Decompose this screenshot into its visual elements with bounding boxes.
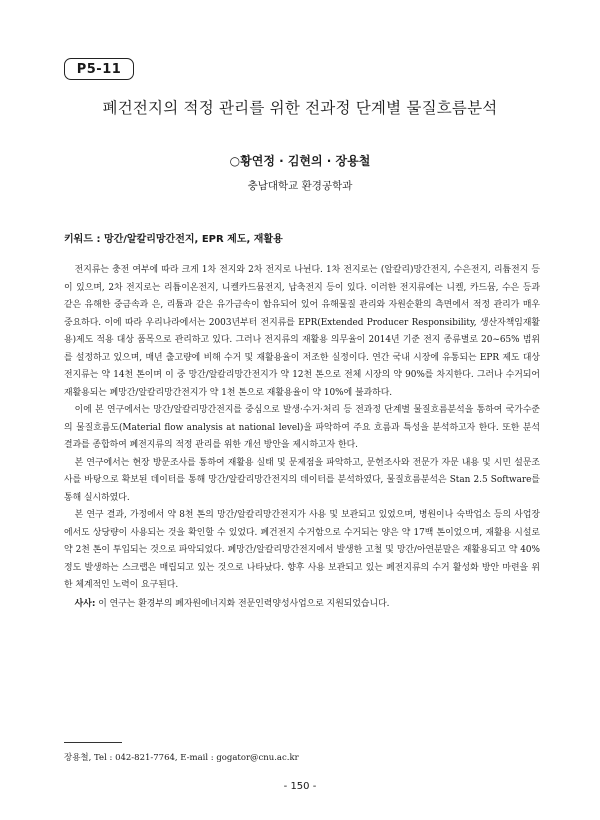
paper-title: 폐건전지의 적정 관리를 위한 전과정 단계별 물질흐름분석 [102,99,498,117]
authors: ○황연정 · 김현의 · 장용철 [229,154,371,168]
keywords: 키워드 : 망간/알칼리망간전지, EPR 제도, 재활용 [64,234,283,245]
paragraph-1: 전지류는 충전 여부에 따라 크게 1차 전지와 2차 전지로 나뉜다. 1차 전지로는 (알칼리)망간전지, 수은전지, 리튬전지 등이 있으며, 2차 전지로는 리튬이온전지, 니켈카드뮴전지, 납축전지 등이 있다. 이러한 전지류에는 니켈, 카드뮴, 수은 등과 같은 유해한 중금속과 은, 리튬과 같은 유가금속이 함유되어 있어 유해물질 관리와 자원순환의 측면에서 적정 관리가 매우 중요하다. 이에 따라 우리나라에서는 2003년부터 전지류를 EPR(Extended Producer Responsibility, 생산자책임재활용)제도 적용 대상 품목으로 관리하고 있다. 그러나 전지류의 재활용 의무율이 2014년 기준 전지 종류별로 20~65% 범위를 설정하고 있으며, 매년 출고량에 비해 수거 및 재활용율이 저조한 실정이다. 연간 국내 시장에 유통되는 EPR 제도 대상 전지류는 약 14천 톤이며 이 중 망간/알칼리망간전지가 약 12천 톤으로 전체 시장의 약 90%를 차지한다. 그러나 수거되어 재활용되는 폐망간/알칼리망간전지가 약 1천 톤으로 재활용율이 약 10%에 불과하다. [64,265,540,398]
paragraph-3: 본 연구에서는 현장 방문조사를 통하여 재활용 실태 및 문제점을 파악하고, 문헌조사와 전문가 자문 내용 및 시민 설문조사를 바탕으로 확보된 데이터를 통해 망간/알칼리망간전지의 데이터를 분석하였다, 물질흐름분석은 Stan 2.5 Software를 통해 실시하였다. [64,457,540,503]
footnote: 장용철, Tel : 042-821-7764, E-mail : gogator@cnu.ac.kr [64,753,299,763]
acknowledgement-text: 이 연구는 환경부의 폐자원에너지화 전문인력양성사업으로 지원되었습니다. [95,599,390,609]
acknowledgement-label: 사사: [74,599,96,609]
acknowledgement [64,596,540,613]
abstract-body [64,262,540,595]
footnote-divider [64,742,122,743]
affiliation: 충남대학교 환경공학과 [247,180,353,192]
paragraph-4: 본 연구 결과, 가정에서 약 8천 톤의 망간/알칼리망간전지가 사용 및 보관되고 있었으며, 병원이나 숙박업소 등의 사업장에서도 상당량이 사용되는 것을 확인할 수 있었다. 폐건전지 수거함으로 수거되는 양은 약 17백 톤이었으며, 재활용 시설로 약 2천 톤이 투입되는 것으로 파악되었다. 폐망간/알칼리망간전지에서 발생한 고철 및 망간/아연분말은 재활용되고 약 40%정도 발생하는 스크랩은 매립되고 있는 것으로 나타났다. 향후 사용 보관되고 있는 폐전지류의 수거 활성화 방안 마련을 위한 체계적인 노력이 요구된다. [64,510,540,590]
page-number: - 150 - [283,781,317,792]
session-code-badge: P5-11 [64,58,134,80]
paragraph-2: 이에 본 연구에서는 망간/알칼리망간전지를 중심으로 발생·수거·처리 등 전과정 단계별 물질흐름분석을 통하여 국가수준의 물질흐름도(Material flow analysis at national level)을 파악하여 주요 흐름과 특성을 분석하고자 한다. 또한 분석 결과를 종합하여 폐전지류의 적정 관리를 위한 개선 방안을 제시하고자 한다. [64,405,540,450]
